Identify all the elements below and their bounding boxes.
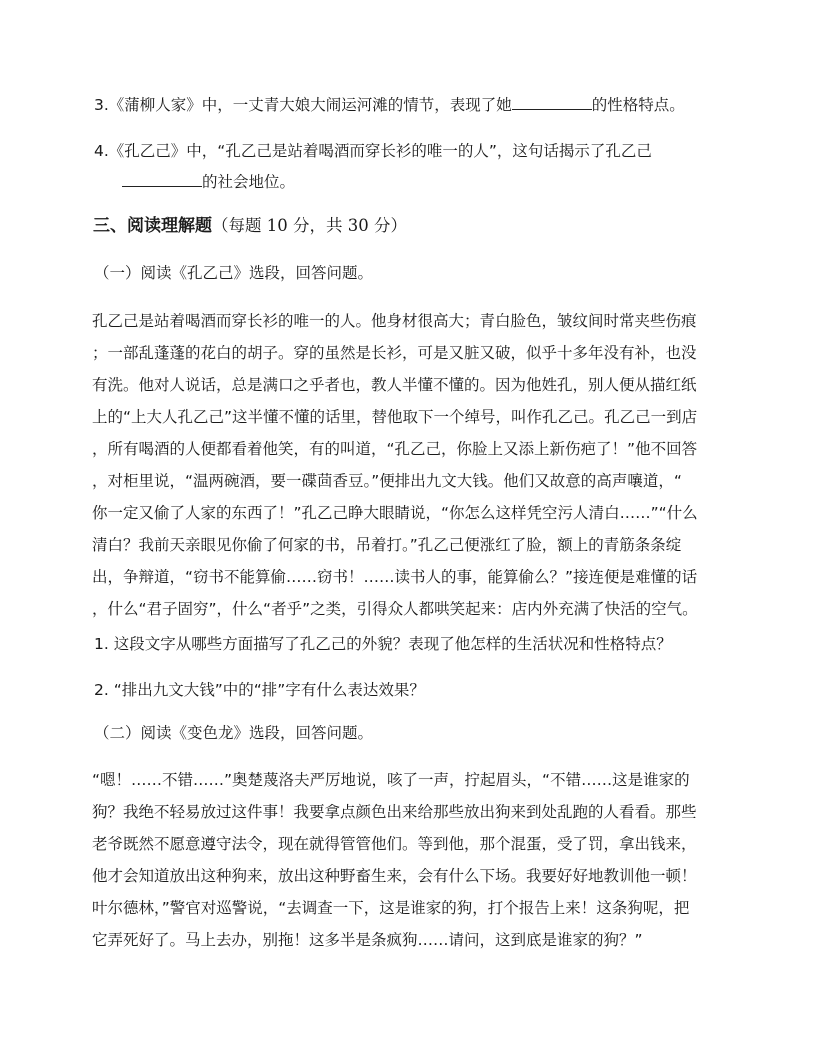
passage-line: 孔乙己是站着喝酒而穿长衫的唯一的人。他身材很高大；青白脸色，皱纹间时常夹些伤痕 [92, 312, 697, 330]
passage-line: 清白？我前天亲眼见你偷了何家的书，吊着打。”孔乙己便涨红了脸，额上的青筋条条绽 [92, 536, 682, 554]
passage-line: “嗯！……不错……”奥楚蔑洛夫严厉地说，咳了一声，拧起眉头，“不错……这是谁家的 [92, 771, 690, 789]
question-3-suffix: 的性格特点。 [591, 96, 685, 114]
passage-line: ，所有喝酒的人便都看着他笑，有的叫道，“孔乙己，你脸上又添上新伤疤了！”他不回答 [92, 440, 698, 458]
answer-blank[interactable] [512, 95, 592, 110]
question-3-text: 3.《蒲柳人家》中，一丈青大娘大闹运河滩的情节，表现了她 [94, 96, 512, 114]
question-4-line-1: 4.《孔乙己》中，“孔乙己是站着喝酒而穿长衫的唯一的人”，这句话揭示了孔乙己 [94, 142, 652, 160]
passage-line: 狗？我绝不轻易放过这件事！我要拿点颜色出来给那些放出狗来到处乱跑的人看看。那些 [92, 803, 697, 821]
passage-line: ，什么“君子固穷”，什么“者乎”之类，引得众人都哄笑起来：店内外充满了快活的空气。 [92, 600, 698, 618]
section-title: 三、阅读理解题 [93, 216, 212, 236]
section-heading [93, 216, 407, 236]
passage-line: ；一部乱蓬蓬的花白的胡子。穿的虽然是长衫，可是又脏又破，似乎十多年没有补，也没 [92, 344, 697, 362]
section-score-note: （每题 10 分，共 30 分） [212, 216, 407, 235]
answer-blank[interactable] [122, 172, 202, 187]
part-1-question-1: 1. 这段文字从哪些方面描写了孔乙己的外貌？表现了他怎样的生活状况和性格特点？ [94, 635, 672, 653]
passage-line: ，对柜里说，“温两碗酒，要一碟茴香豆。”便排出九文大钱。他们又故意的高声嚷道，“ [92, 472, 682, 490]
question-4-suffix: 的社会地位。 [202, 173, 296, 191]
question-4-line-2 [122, 172, 295, 192]
part-2-heading: （二）阅读《变色龙》选段，回答问题。 [94, 724, 374, 742]
passage-line: 上的“上大人孔乙己”这半懂不懂的话里，替他取下一个绰号，叫作孔乙己。孔乙己一到店 [92, 408, 698, 426]
passage-line: 有洗。他对人说话，总是满口之乎者也，教人半懂不懂的。因为他姓孔，别人便从描红纸 [92, 376, 697, 394]
passage-line: 出，争辩道，“窃书不能算偷……窃书！……读书人的事，能算偷么？”接连便是难懂的话 [92, 568, 698, 586]
passage-line: 他才会知道放出这种狗来，放出这种野畜生来，会有什么下场。我要好好地教训他一顿！ [92, 867, 697, 885]
question-3 [94, 95, 685, 115]
passage-line: 叶尔德林，”警官对巡警说，“去调查一下，这是谁家的狗，打个报告上来！这条狗呢，把 [92, 899, 690, 917]
passage-line: 它弄死好了。马上去办，别拖！这多半是条疯狗……请问，这到底是谁家的狗？” [92, 931, 643, 949]
part-1-heading: （一）阅读《孔乙己》选段，回答问题。 [94, 264, 374, 282]
passage-line: 老爷既然不愿意遵守法令，现在就得管管他们。等到他，那个混蛋，受了罚，拿出钱来， [92, 835, 697, 853]
passage-line: 你一定又偷了人家的东西了！”孔乙己睁大眼睛说，“你怎么这样凭空污人清白……”“什么 [92, 504, 698, 522]
part-1-question-2: 2. “排出九文大钱”中的“排”字有什么表达效果？ [94, 681, 425, 699]
